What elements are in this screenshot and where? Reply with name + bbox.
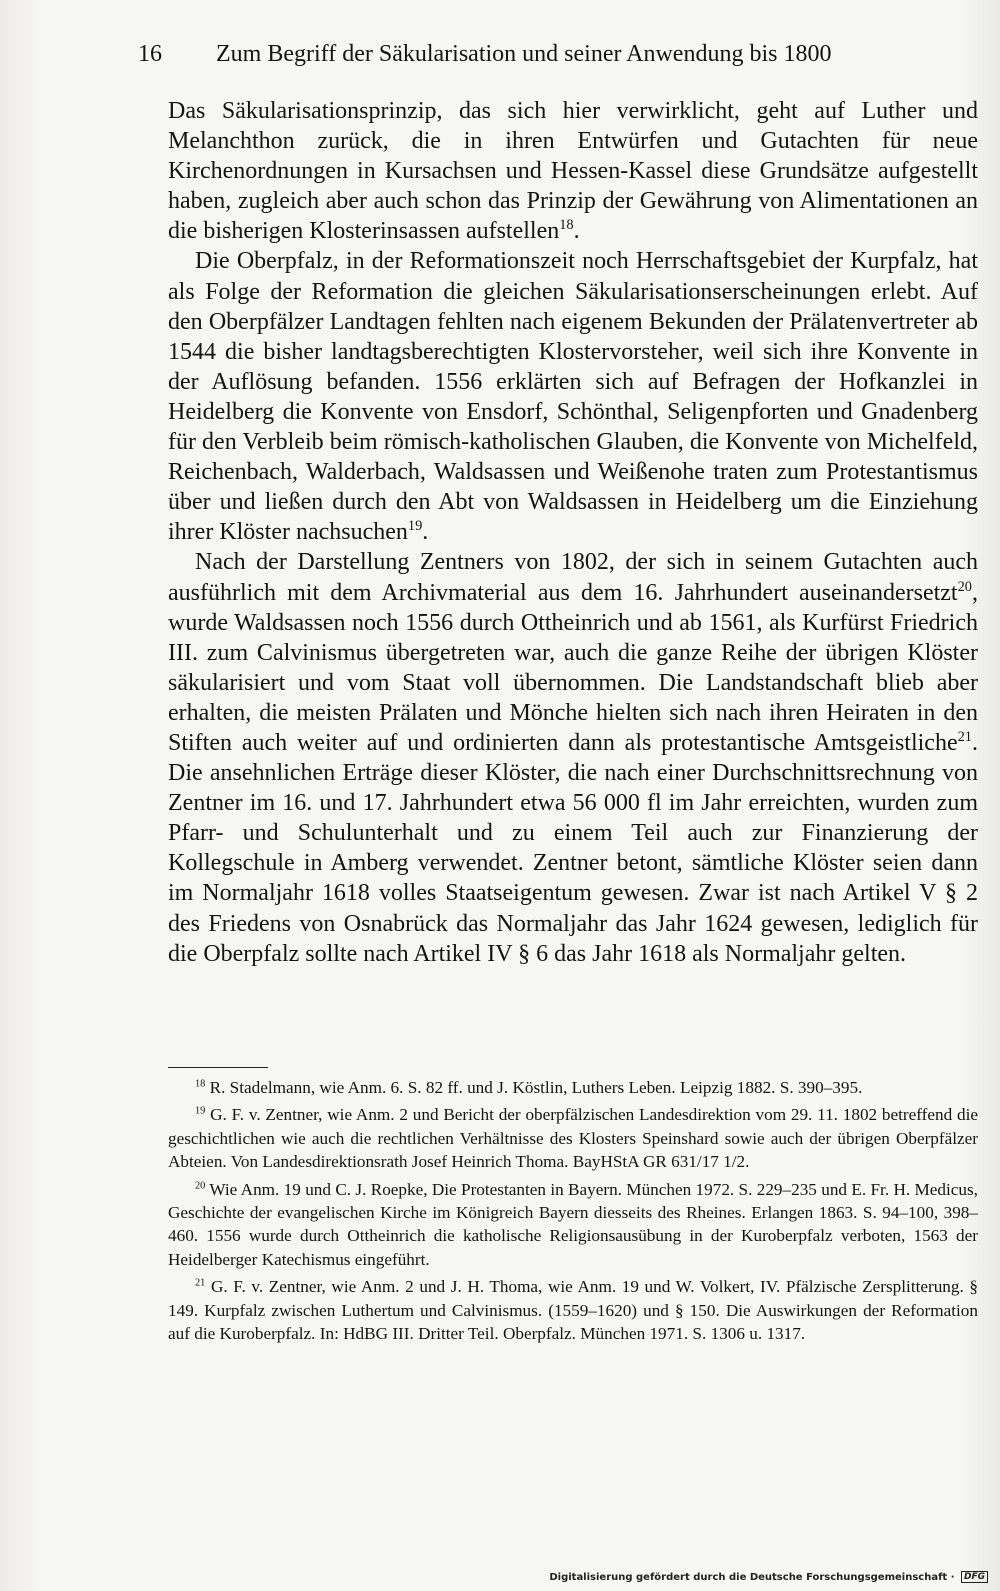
footnote (168, 1275, 978, 1345)
footnotes (168, 1076, 978, 1349)
running-title: Zum Begriff der Säkularisation und seiner Anwendung bis 1800 (216, 41, 832, 67)
paragraph-text: . (422, 519, 429, 546)
paragraph (168, 547, 978, 968)
paragraph-text: , wurde Waldsassen noch 1556 durch Ottheinrich und ab 1561, als Kurfürst Friedrich III. zum Calvinismus übergetreten war, auch die ganze Reihe der übrigen Klöster säkularisiert und vom Staat voll übernommen. Die Landstandschaft blieb aber erhalten, die meisten Prälaten und Mönche hielten sich nach ihren Heiraten in den Stiften auch weiter auf und ordinierten dann als protestantische Amtsgeistliche (168, 579, 978, 756)
footnote-number: 19 (195, 1105, 206, 1117)
paragraph-text: Die Oberpfalz, in der Reformationszeit noch Herrschaftsgebiet der Kurpfalz, hat als Folge der Reformation die gleichen Säkularisationserscheinungen erlebt. Auf den Oberpfälzer Landtagen fehlten nach eigenem Bekunden der Prälatenvertreter ab 1544 die bisher landtagsberechtigten Klostervorsteher, weil sich ihre Konvente in der Auflösung befanden. 1556 erklärten sich auf Befragen der Hofkanzlei in Heidelberg die Konvente von Ensdorf, Schönthal, Seligenpforten und Gnadenberg für den Verbleib beim römisch-katholischen Glauben, die Konvente von Michelfeld, Reichenbach, Walderbach, Waldsassen und Weißenohe traten zum Protestantismus über und ließen durch den Abt von Waldsassen in Heidelberg um die Einziehung ihrer Klöster nachsuchen (168, 248, 978, 546)
footnote (168, 1103, 978, 1173)
page-number: 16 (138, 41, 162, 67)
dfg-logo: DFG (961, 1571, 988, 1583)
paragraph-text: Das Säkularisationsprinzip, das sich hier verwirklicht, geht auf Luther und Melanchthon zurück, die in ihren Entwürfen und Gutachten für neue Kirchenordnungen in Kursachsen und Hessen-Kassel diese Grundsätze aufgestellt haben, zugleich aber auch schon das Prinzip der Gewährung von Alimentationen an die bisherigen Klosterinsassen aufstellen (168, 98, 978, 245)
footnote-number: 18 (195, 1078, 206, 1090)
footnote (168, 1076, 978, 1099)
footnote-text: G. F. v. Zentner, wie Anm. 2 und J. H. Thoma, wie Anm. 19 und W. Volkert, IV. Pfälzische Zersplitterung. § 149. Kurpfalz zwischen Luthertum und Calvinismus. (1559–1620) und § 150. Die Auswirkungen der Reformation auf die Kuroberpfalz. In: HdBG III. Dritter Teil. Oberpfalz. München 1971. S. 1306 u. 1317. (168, 1277, 979, 1344)
footnote-separator (168, 1067, 268, 1068)
paragraph-text: Nach der Darstellung Zentners von 1802, der sich in seinem Gutachten auch ausführlich mit dem Archivmaterial aus dem 16. Jahrhundert auseinandersetzt (168, 549, 978, 606)
footnote-number: 20 (195, 1179, 206, 1191)
digitization-credit (549, 1571, 988, 1583)
paragraph-text: . (573, 218, 580, 245)
footnote-text: R. Stadelmann, wie Anm. 6. S. 82 ff. und J. Köstlin, Luthers Leben. Leipzig 1882. S. 390–395. (209, 1078, 863, 1097)
credit-text: Digitalisierung gefördert durch die Deutsche Forschungsgemeinschaft · (549, 1572, 955, 1583)
paragraph (168, 96, 978, 246)
footnote-text: G. F. v. Zentner, wie Anm. 2 und Bericht der oberpfälzischen Landesdirektion vom 29. 11. 1802 betreffend die geschichtlichen wie auch die rechtlichen Verhältnisse des Klosters Speinshard sowie auch der übrigen Oberpfälzer Abteien. Von Landesdirektionsrath Josef Heinrich Thoma. BayHStA GR 631/17 1/2. (168, 1105, 978, 1172)
paragraph (168, 246, 978, 547)
footnote-ref[interactable]: 20 (957, 578, 972, 595)
footnote (168, 1178, 978, 1272)
footnote-ref[interactable]: 18 (559, 217, 574, 234)
footnote-number: 21 (195, 1277, 206, 1289)
footnote-ref[interactable]: 19 (407, 518, 423, 535)
main-text (168, 96, 978, 969)
footnote-text: Wie Anm. 19 und C. J. Roepke, Die Protestanten in Bayern. München 1972. S. 229–235 und E. Fr. H. Medicus, Geschichte der evangelischen Kirche im Königreich Bayern diesseits des Rheines. Erlangen 1863. S. 94–100, 398–460. 1556 wurde durch Ottheinrich die katholische Religionsausübung in der Kuroberpfalz verboten, 1563 der Heidelberger Katechismus eingeführt. (168, 1179, 978, 1269)
paragraph-text: . Die ansehnlichen Erträge dieser Klöster, die nach einer Durchschnittsrechnung von Zentner im 16. und 17. Jahrhundert etwa 56 000 fl im Jahr erreichten, wurden zum Pfarr- und Schulunterhalt und zu einem Teil auch zur Finanzierung der Kollegschule in Amberg verwendet. Zentner betont, sämtliche Klöster seien dann im Normaljahr 1618 volles Staatseigentum gewesen. Zwar ist nach Artikel V § 2 des Friedens von Osnabrück das Normaljahr das Jahr 1624 gewesen, lediglich für die Oberpfalz sollte nach Artikel IV § 6 das Jahr 1618 als Normaljahr gelten. (168, 729, 978, 967)
running-header (138, 38, 878, 70)
footnote-ref[interactable]: 21 (957, 728, 972, 745)
